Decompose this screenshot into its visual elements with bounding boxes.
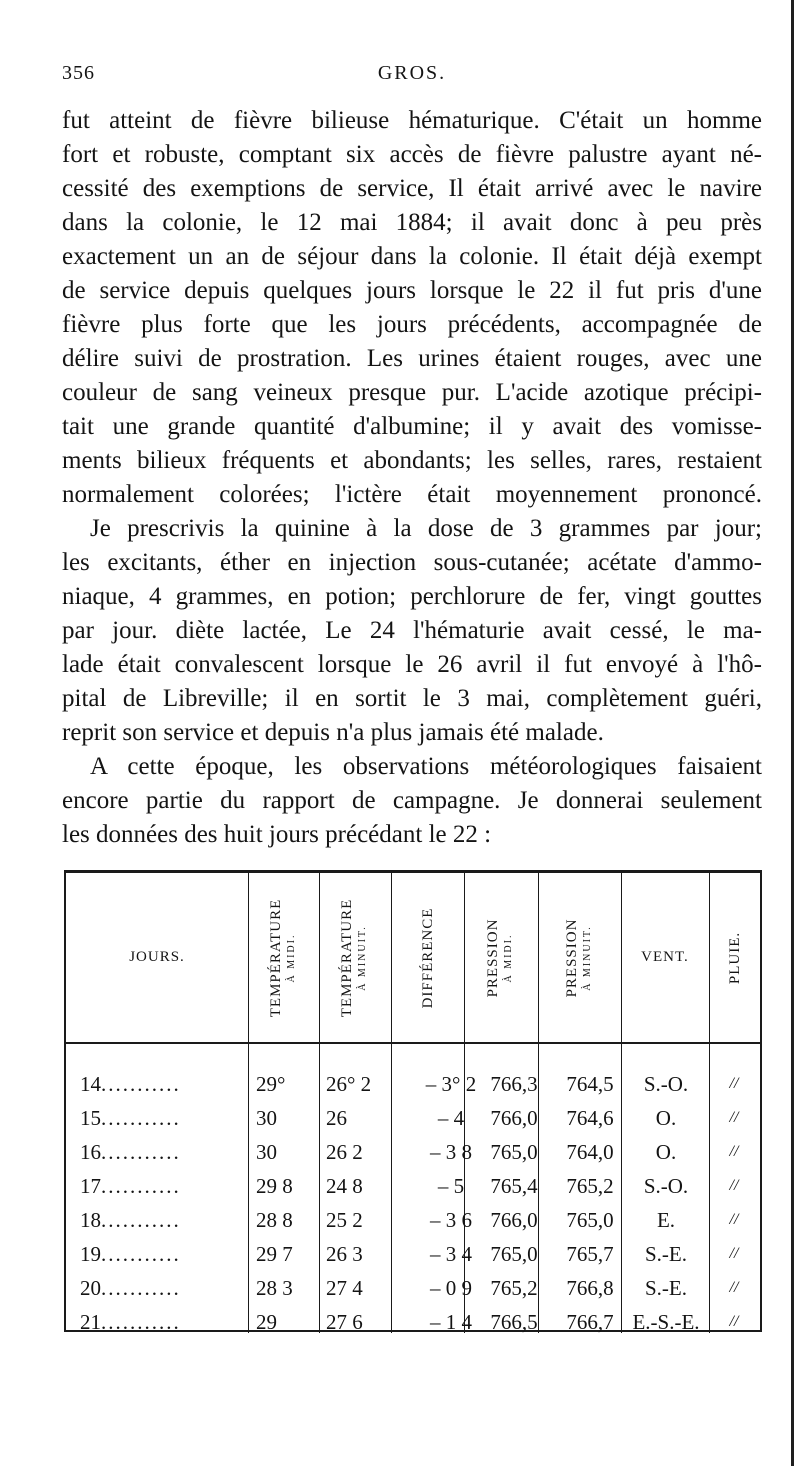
cell-temp-midi: 29 7	[256, 1242, 293, 1266]
cell-temp-minuit: 24 8	[326, 1174, 363, 1198]
cell-pression-midi: 766,5	[490, 1310, 538, 1334]
cell-temp-minuit: 26 3	[326, 1242, 363, 1266]
body-line: exactement un an de séjour dans la colonie. Il était déjà exempt	[62, 243, 762, 270]
cell-jour-number: 16	[80, 1140, 101, 1164]
leader-dots: ...........	[101, 1310, 181, 1334]
cell-difference: – 0 9	[430, 1276, 472, 1300]
page-number: 356	[62, 62, 95, 84]
cell-temp-minuit: 26 2	[326, 1140, 363, 1164]
cell-pression-midi: 765,2	[490, 1276, 538, 1300]
header-temp-minuit	[319, 873, 391, 1042]
cell-pression-minuit: 766,7	[566, 1310, 614, 1334]
cell-temp-midi: 29	[256, 1310, 277, 1334]
cell-jour-number: 19	[80, 1242, 101, 1266]
cell-pluie: //	[729, 1177, 739, 1194]
body-line: encore partie du rapport de campagne. Je donnerai seulement	[62, 787, 762, 814]
cell-temp-midi: 28 3	[256, 1276, 293, 1300]
body-line: Je prescrivis la quinine à la dose de 3 grammes par jour;	[90, 515, 762, 542]
cell-difference: – 5	[437, 1174, 465, 1198]
body-line: normalement colorées; l'ictère était moyennement prononcé.	[62, 481, 762, 508]
leader-dots: ...........	[101, 1106, 181, 1130]
weather-table	[64, 870, 762, 1332]
cell-jour-number: 20	[80, 1276, 101, 1300]
cell-pluie: //	[729, 1279, 739, 1296]
cell-jour	[80, 1101, 240, 1135]
cell-temp-midi: 28 8	[256, 1208, 293, 1232]
cell-temp-midi: 30	[256, 1106, 277, 1130]
cell-pression-minuit: 766,8	[566, 1276, 614, 1300]
body-line: ments bilieux fréquents et abondants; les selles, rares, restaient	[62, 447, 762, 474]
table-body	[66, 1067, 760, 1339]
leader-dots: ...........	[101, 1140, 181, 1164]
cell-temp-minuit: 27 4	[326, 1276, 363, 1300]
header-pluie	[709, 873, 760, 1042]
body-line: fièvre plus forte que les jours précédents, accompagnée de	[62, 311, 762, 338]
cell-temp-midi: 29 8	[256, 1174, 293, 1198]
cell-pluie: //	[729, 1109, 739, 1126]
table-row	[66, 1237, 760, 1271]
body-line: niaque, 4 grammes, en potion; perchlorure de fer, vingt gouttes	[62, 583, 762, 610]
cell-jour-number: 14	[80, 1072, 101, 1096]
header-temp-midi-title: TEMPÉRATURE	[267, 898, 284, 1017]
header-temp-midi	[248, 873, 319, 1042]
cell-difference: – 3 4	[430, 1242, 472, 1266]
header-pression-minuit-title: PRESSION	[563, 918, 580, 997]
cell-jour	[80, 1135, 240, 1169]
cell-jour-number: 17	[80, 1174, 101, 1198]
cell-jour-number: 18	[80, 1208, 101, 1232]
body-line: les excitants, éther en injection sous-cutanée; acétate d'ammo-	[62, 549, 762, 576]
body-line: reprit son service et depuis n'a plus jamais été malade.	[62, 719, 604, 746]
leader-dots: ...........	[101, 1276, 181, 1300]
table-row	[66, 1203, 760, 1237]
cell-vent: S.-O.	[643, 1072, 689, 1096]
leader-dots: ...........	[101, 1174, 181, 1198]
cell-temp-minuit: 27 6	[326, 1310, 363, 1334]
body-line: par jour. diète lactée, Le 24 l'hématurie avait cessé, le ma-	[62, 617, 762, 644]
body-line: cessité des exemptions de service, Il était arrivé avec le navire	[62, 175, 762, 202]
cell-jour-number: 15	[80, 1106, 101, 1130]
table-row	[66, 1067, 760, 1101]
cell-jour	[80, 1237, 240, 1271]
table-row	[66, 1135, 760, 1169]
cell-pression-midi: 766,3	[490, 1072, 538, 1096]
header-temp-minuit-sub: À MINUIT.	[357, 924, 368, 991]
cell-pression-minuit: 764,6	[566, 1106, 614, 1130]
header-divider	[66, 1042, 760, 1044]
header-jours: JOURS.	[129, 949, 185, 965]
header-pression-midi-title: PRESSION	[485, 918, 501, 997]
header-vent: VENT.	[641, 949, 689, 965]
cell-pluie: //	[729, 1075, 739, 1092]
page-header	[62, 62, 762, 92]
cell-pression-midi: 765,0	[490, 1140, 538, 1164]
cell-vent: E.-S.-E.	[632, 1310, 700, 1334]
cell-pression-minuit: 765,7	[566, 1242, 614, 1266]
cell-vent: S.-E.	[645, 1276, 687, 1300]
cell-pluie: //	[729, 1313, 739, 1330]
table-row	[66, 1101, 760, 1135]
leader-dots: ...........	[101, 1072, 181, 1096]
body-line: dans la colonie, le 12 mai 1884; il avait donc à peu près	[62, 209, 762, 236]
header-temp-minuit-title: TEMPÉRATURE	[339, 898, 355, 1017]
cell-vent: O.	[655, 1140, 677, 1164]
cell-jour	[80, 1067, 240, 1101]
body-line: pital de Libreville; il en sortit le 3 mai, complètement guéri,	[62, 685, 762, 712]
cell-vent: S.-O.	[643, 1174, 689, 1198]
cell-temp-midi: 29°	[256, 1072, 286, 1096]
cell-pression-minuit: 764,5	[566, 1072, 614, 1096]
header-temp-midi-sub: À MIDI.	[285, 933, 297, 983]
cell-vent: E.	[656, 1208, 676, 1232]
cell-pression-midi: 766,0	[490, 1106, 538, 1130]
cell-temp-minuit: 25 2	[326, 1208, 363, 1232]
page-edge-rule	[791, 0, 794, 1466]
running-head: GROS.	[377, 62, 447, 84]
header-pluie-title: PLUIE.	[726, 931, 743, 984]
body-line: couleur de sang veineux presque pur. L'acide azotique précipi-	[62, 379, 762, 406]
cell-difference: – 3 6	[430, 1208, 472, 1232]
body-line: tait une grande quantité d'albumine; il y avait des vomisse-	[62, 413, 762, 440]
cell-jour	[80, 1305, 240, 1339]
table-row	[66, 1169, 760, 1203]
table-row	[66, 1271, 760, 1305]
body-line: de service depuis quelques jours lorsque le 22 il fut pris d'une	[62, 277, 762, 304]
body-line: fort et robuste, comptant six accès de fièvre palustre ayant né-	[62, 141, 762, 168]
cell-jour	[80, 1169, 240, 1203]
table-row	[66, 1305, 760, 1339]
body-line: fut atteint de fièvre bilieuse hématurique. C'était un homme	[62, 107, 762, 134]
leader-dots: ...........	[101, 1242, 181, 1266]
cell-pression-minuit: 765,2	[566, 1174, 614, 1198]
cell-jour	[80, 1271, 240, 1305]
cell-difference: – 3° 2	[425, 1072, 477, 1096]
cell-difference: – 4	[437, 1106, 465, 1130]
cell-vent: O.	[655, 1106, 677, 1130]
header-pression-minuit	[538, 873, 621, 1042]
body-line: les données des huit jours précédant le 22 :	[62, 821, 492, 848]
cell-difference: – 1 4	[430, 1310, 472, 1334]
cell-pluie: //	[729, 1211, 739, 1228]
header-pression-minuit-sub: À MINUIT.	[581, 924, 593, 991]
body-line: A cette époque, les observations météorologiques faisaient	[90, 753, 762, 780]
cell-pression-midi: 765,0	[490, 1242, 538, 1266]
leader-dots: ...........	[101, 1208, 181, 1232]
body-text	[62, 104, 762, 852]
body-line: lade était convalescent lorsque le 26 avril il fut envoyé à l'hô-	[62, 651, 762, 678]
cell-jour	[80, 1203, 240, 1237]
cell-vent: S.-E.	[645, 1242, 687, 1266]
cell-pression-minuit: 764,0	[566, 1140, 614, 1164]
body-line: délire suivi de prostration. Les urines étaient rouges, avec une	[62, 345, 762, 372]
cell-difference: – 3 8	[430, 1140, 472, 1164]
cell-pluie: //	[729, 1245, 739, 1262]
header-pression-midi	[464, 873, 538, 1042]
cell-jour-number: 21	[80, 1310, 101, 1334]
cell-temp-minuit: 26	[326, 1106, 347, 1130]
cell-temp-minuit: 26° 2	[326, 1072, 372, 1096]
cell-pluie: //	[729, 1143, 739, 1160]
cell-temp-midi: 30	[256, 1140, 277, 1164]
header-difference	[391, 873, 464, 1042]
cell-pression-midi: 766,0	[490, 1208, 538, 1232]
cell-pression-midi: 765,4	[490, 1174, 538, 1198]
cell-pression-minuit: 765,0	[566, 1208, 614, 1232]
header-pression-midi-sub: À MIDI.	[503, 933, 514, 983]
header-difference-title: DIFFÉRENCE	[419, 907, 436, 1008]
